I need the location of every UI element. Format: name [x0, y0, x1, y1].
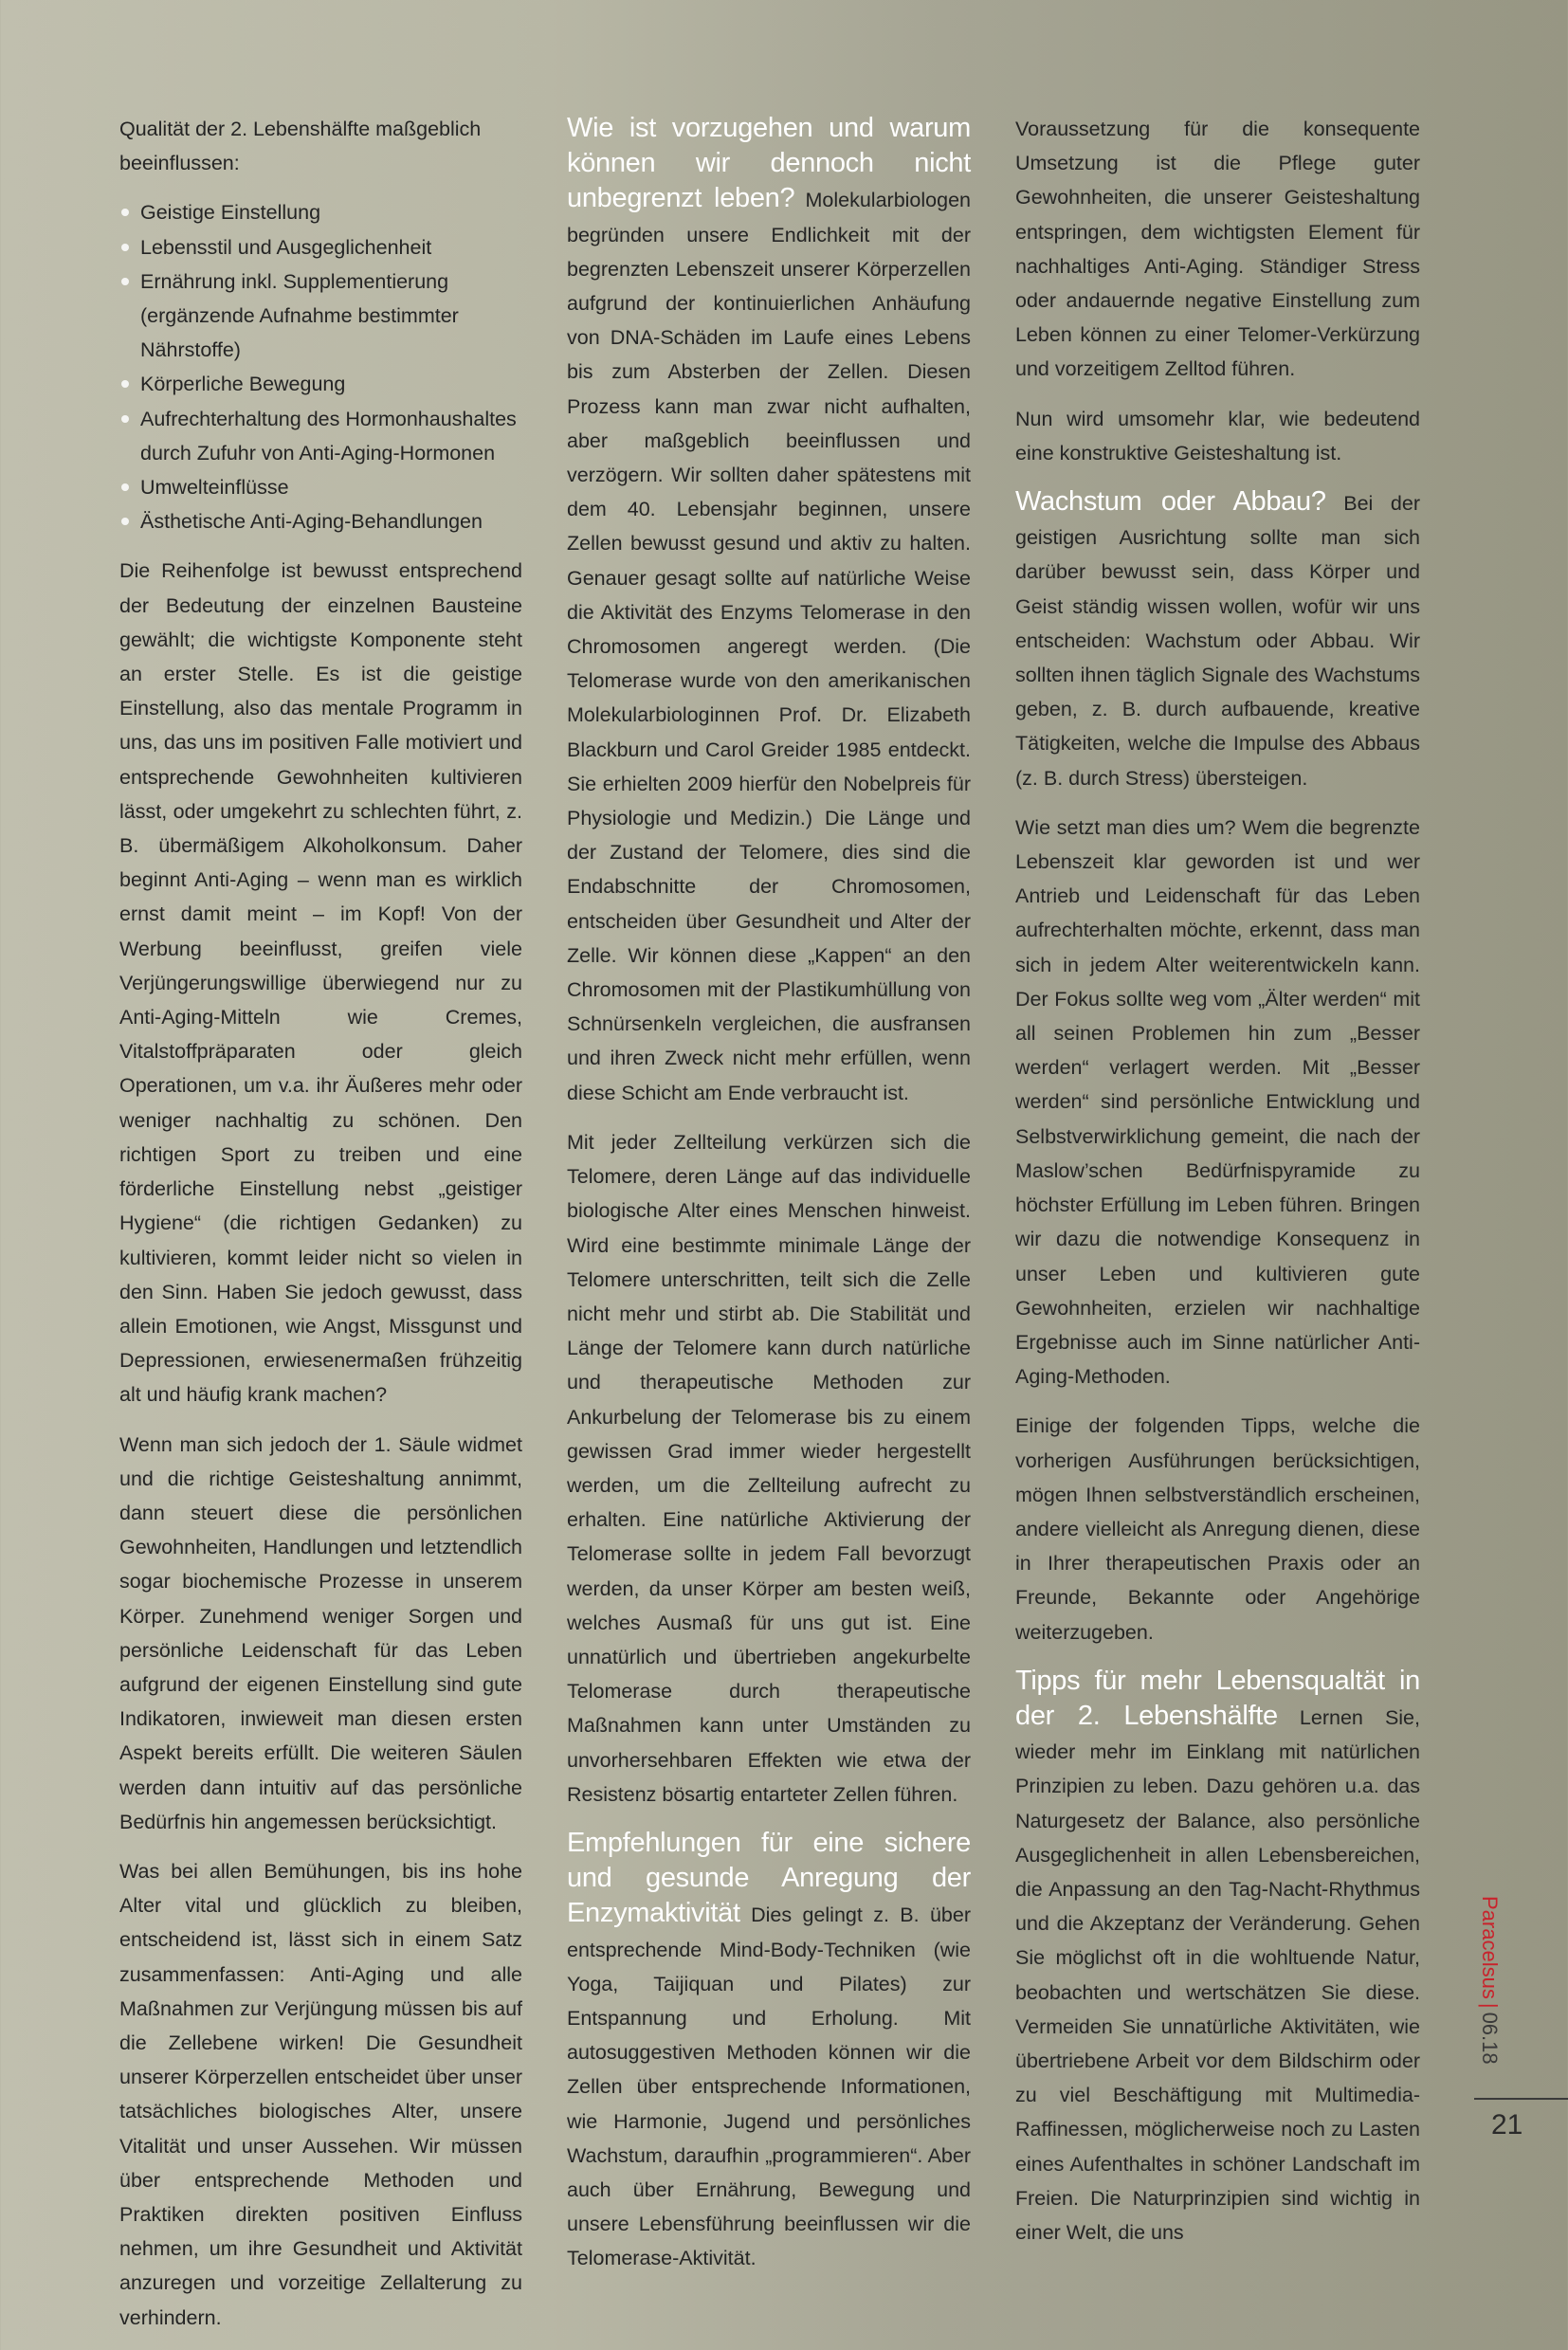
bullet-icon [121, 380, 129, 388]
list-item: Ernährung inkl. Supplementierung (ergänzende Aufnahme bestimmter Nährstoffe) [119, 264, 522, 368]
section-tips [1015, 1665, 1420, 2250]
bullet-icon [121, 278, 129, 285]
paragraph: Die Reihenfolge ist bewusst entsprechend der Bedeutung der einzelnen Bausteine gewählt; die wichtigste Komponente steht an erster Stelle. Es ist die geistige Einstellung, also das mentale Programm in uns, das uns im positiven Falle motiviert und entsprechende Gewohnheiten kultivieren lässt, oder umgekehrt zu schlechten führt, z. B. übermäßigem Alkoholkonsum. Daher beginnt Anti-Aging – wenn man es wirklich ernst damit meint – im Kopf! Von der Werbung beeinflusst, greifen viele Verjüngerungswillige überwiegend nur zu Anti-Aging-Mitteln wie Cremes, Vitalstoffpräparaten oder gleich Operationen, um v.a. ihr Äußeres mehr oder weniger nachhaltig zu schönen. Den richtigen Sport zu treiben und eine förderliche Einstellung nebst „geistiger Hygiene“ (die richtigen Gedanken) zu kultivieren, kommt leider nicht so vielen in den Sinn. Haben Sie jedoch gewusst, dass allein Emotionen, wie Angst, Missgunst und Depressionen, erwiesenermaßen frühzeitig alt und häufig krank machen? [119, 559, 522, 1407]
magazine-label [1476, 1896, 1503, 2065]
paragraph: Voraussetzung für die konsequente Umsetzung ist die Pflege guter Gewohnheiten, die unserer Geisteshaltung entspringen, dem wichtigsten Element für nachhaltiges Anti-Aging. Ständiger Stress oder andauernde negative Einstellung zum Leben können zu einer Telomer-Verkürzung und vorzeitigem Zelltod führen. [1015, 118, 1420, 381]
section-text: Bei der geistigen Ausrichtung sollte man sich darüber bewusst sein, dass Körper und Geist ständig wissen wollen, wofür wir uns entscheiden: Wachstum oder Abbau. Wir sollten ihnen täglich Signale des Wachstums geben, z. B. durch aufbauende, kreative Tätigkeiten, welche die Impulse des Abbaus (z. B. durch Stress) übersteigen. [1015, 492, 1420, 790]
list-item: Aufrechterhaltung des Hormonhaushaltes durch Zufuhr von Anti-Aging-Hormonen [119, 402, 522, 470]
page-number: 21 [1491, 2109, 1523, 2141]
section-text: Dies gelingt z. B. über entsprechende Mind-Body-Techniken (wie Yoga, Taijiquan und Pilates) zur Entspannung und Erholung. Mit autosuggestiven Methoden können wir die Zellen über entsprechende Informationen, wie Harmonie, Jugend und persönliches Wachstum, daraufhin „programmieren“. Aber auch über Ernährung, Bewegung und unsere Lebensführung beeinflussen wir die Telomerase-Aktivität. [567, 1904, 971, 2270]
list-item: Geistige Einstellung [119, 195, 522, 229]
intro-text: Qualität der 2. Lebenshälfte maßgeblich beeinflussen: [119, 118, 482, 175]
section-heading: Tipps für mehr Lebensqualtät in der 2. Lebenshälfte [1015, 1665, 1420, 1731]
bullet-icon [121, 483, 129, 491]
bullet-icon [121, 244, 129, 251]
section-text: Molekularbiologen begründen unsere Endlichkeit mit der begrenzten Lebenszeit unserer Körperzellen aufgrund der kontinuierlichen Anhäufung von DNA-Schäden im Laufe eines Lebens bis zum Absterben der Zellen. Diesen Prozess kann man zwar nicht aufhalten, aber maßgeblich beeinflussen und verzögern. Wir sollten daher spätestens mit dem 40. Lebensjahr beginnen, unsere Zellen bewusst gesund und aktiv zu halten. Genauer gesagt sollte auf natürliche Weise die Aktivität des Enzyms Telomerase in den Chromosomen angeregt werden. (Die Telomerase wurde von den amerikanischen Molekularbiologinnen Prof. Dr. Elizabeth Blackburn und Carol Greider 1985 entdeckt. Sie erhielten 2009 hierfür den Nobelpreis für Physiologie und Medizin.) Die Länge und der Zustand der Telomere, dies sind die Endabschnitte der Chromosomen, entscheiden über Gesundheit und Alter der Zelle. Wir können diese „Kappen“ an den Chromosomen mit der Plastikumhüllung von Schnürsenkeln vergleichen, die ausfransen und ihren Zweck nicht mehr erfüllen, wenn diese Schicht am Ende verbraucht ist. [567, 189, 971, 1104]
column-right [1015, 112, 1420, 2265]
bullet-icon [121, 209, 129, 216]
bullet-icon [121, 518, 129, 525]
paragraph: Nun wird umsomehr klar, wie bedeutend eine konstruktive Geisteshaltung ist. [1015, 407, 1420, 465]
column-left [119, 112, 522, 2350]
section-telomere [567, 112, 971, 1110]
bullet-list [119, 195, 522, 538]
section-growth [1015, 485, 1420, 795]
section-heading: Wie ist vorzugehen und warum können wir dennoch nicht unbegrenzt leben? [567, 113, 971, 214]
list-item: Umwelteinflüsse [119, 470, 522, 504]
column-middle [567, 112, 971, 2291]
section-enzyme [567, 1827, 971, 2276]
footer-divider [1474, 2098, 1568, 2100]
list-item: Lebensstil und Ausgeglichenheit [119, 230, 522, 264]
bullet-icon [121, 415, 129, 423]
paragraph: Was bei allen Bemühungen, bis ins hohe Alter vital und glücklich zu bleiben, entscheidend ist, lässt sich in einem Satz zusammenfassen: Anti-Aging und alle Maßnahmen zur Verjüngung müssen bis auf die Zellebene wirken! Die Gesundheit unserer Körperzellen entscheidet über unser tatsächliches biologisches Alter, unsere Vitalität und unser Aussehen. Wir müssen über entsprechende Methoden und Praktiken direkten positiven Einfluss nehmen, um ihre Gesundheit und Aktivität anzuregen und vorzeitige Zellalterung zu verhindern. [119, 1859, 522, 2329]
paragraph: Einige der folgenden Tipps, welche die vorherigen Ausführungen berücksichtigen, mögen Ihnen selbstverständlich erscheinen, andere vielleicht als Anregung dienen, diese in Ihrer therapeutischen Praxis oder an Freunde, Bekannte oder Angehörige weiterzugeben. [1015, 1414, 1420, 1644]
magazine-sidebar [1472, 1896, 1529, 2086]
section-text: Lernen Sie, wieder mehr im Einklang mit natürlichen Prinzipien zu leben. Dazu gehören u.a. das Naturgesetz der Balance, also persönliche Ausgeglichenheit in allen Lebensbereichen, die Anpassung an den Tag-Nacht-Rhythmus und die Akzeptanz der Veränderung. Gehen Sie möglichst oft in die wohltuende Natur, beobachten und wertschätzen Sie diese. Vermeiden Sie unnatürliche Aktivitäten, wie übertriebene Arbeit vor dem Bildschirm oder zu viel Beschäftigung mit Multimedia-Raffinessen, möglicherweise noch zu Lasten eines Aufenthaltes in schöner Landschaft im Freien. Die Naturprinzipien sind wichtig in einer Welt, die uns [1015, 1705, 1420, 2244]
section-heading: Empfehlungen für eine sichere und gesunde Anregung der Enzymaktivität [567, 1827, 971, 1929]
magazine-brand: Paracelsus [1478, 1896, 1502, 1999]
separator: | [1478, 2002, 1502, 2009]
list-item: Körperliche Bewegung [119, 367, 522, 401]
paragraph: Mit jeder Zellteilung verkürzen sich die Telomere, deren Länge auf das individuelle biologische Alter eines Menschen hinweist. Wird eine bestimmte minimale Länge der Telomere unterschritten, teilt sich die Zelle nicht mehr und stirbt ab. Die Stabilität und Länge der Telomere kann durch natürliche und therapeutische Methoden zur Ankurbelung der Telomerase bis zu einem gewissen Grad immer wieder hergestellt werden, um die Zellteilung aufrecht zu erhalten. Eine natürliche Aktivierung der Telomerase sollte in jedem Fall bevorzugt werden, da unser Körper am besten weiß, welches Ausmaß für uns gut ist. Eine unnatürlich und übertrieben angekurbelte Telomerase durch therapeutische Maßnahmen kann unter Umständen zu unvorhersehbaren Effekten wie etwa der Resistenz bösartig entarteter Zellen führen. [567, 1130, 971, 1806]
issue-number: 06.18 [1478, 2012, 1502, 2065]
section-heading: Wachstum oder Abbau? [1015, 486, 1326, 518]
list-item: Ästhetische Anti-Aging-Behandlungen [119, 504, 522, 538]
paragraph: Wie setzt man dies um? Wem die begrenzte Lebenszeit klar geworden ist und wer Antrieb und Leidenschaft für das Leben aufrechterhalten möchte, erkennt, dass man sich in jedem Alter weiterentwickeln kann. Der Fokus sollte weg vom „Älter werden“ mit all seinen Problemen hin zum „Besser werden“ verlagert werden. Mit „Besser werden“ sind persönliche Entwicklung und Selbstverwirklichung gemeint, die nach der Maslow’schen Bedürfnispyramide zu höchster Erfüllung im Leben führen. Bringen wir dazu die notwendige Konsequenz in unser Leben und kultivieren gute Gewohnheiten, erzielen wir nachhaltige Ergebnisse auch im Sinne natürlicher Anti-Aging-Methoden. [1015, 815, 1420, 1389]
paragraph: Wenn man sich jedoch der 1. Säule widmet und die richtige Geisteshaltung annimmt, dann steuert diese die persönlichen Gewohnheiten, Handlungen und letztendlich sogar biochemische Prozesse in unserem Körper. Zunehmend weniger Sorgen und persönliche Leidenschaft für das Leben aufgrund der eigenen Einstellung sind gute Indikatoren, inwieweit man diesen ersten Aspekt bereits erfüllt. Die weiteren Säulen werden dann intuitiv auf das persönliche Bedürfnis hin angemessen berücksichtigt. [119, 1432, 522, 1833]
